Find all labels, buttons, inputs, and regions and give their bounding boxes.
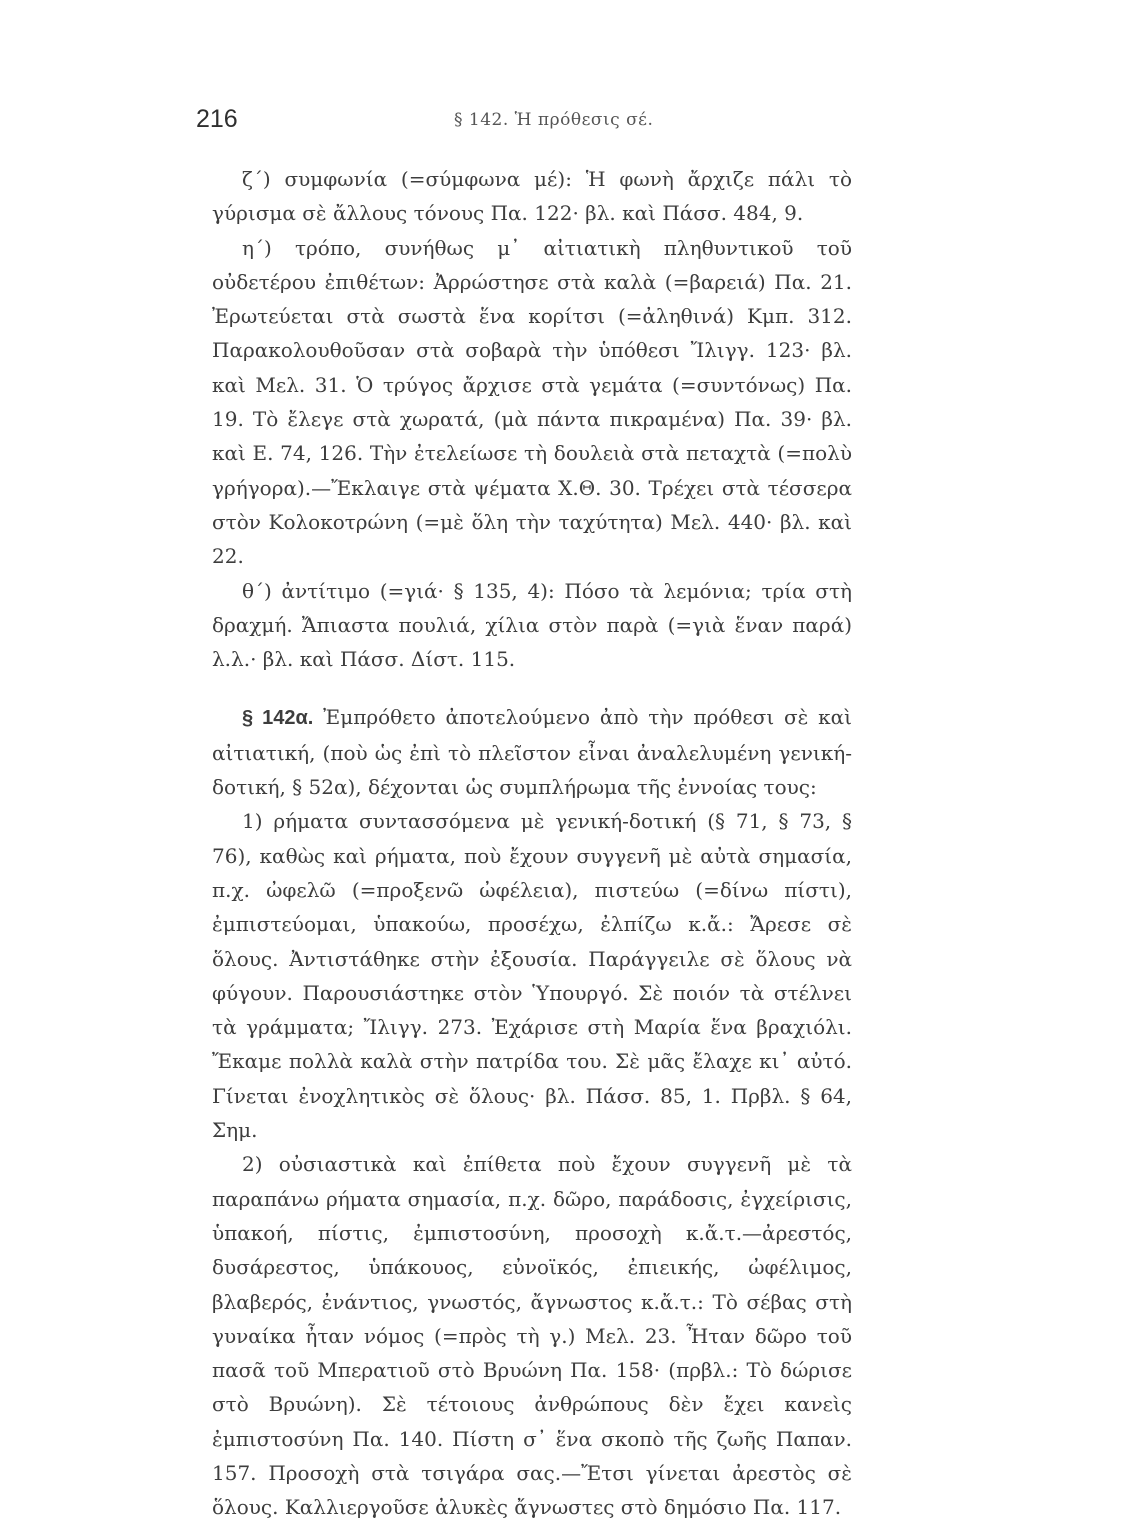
running-head-title: § 142. Ἡ πρόθεσις σέ. (454, 110, 654, 130)
section-142a-text: Ἐμπρόθετο ἀποτελούμενο ἀπὸ τὴν πρόθεσι σὲ καὶ αἰτιατική, (ποὺ ὡς ἐπὶ τὸ πλεῖστον εἶναι ἀναλελυμένη γενική-δοτική, § 52α), δέχονται ὡς συμπλήρωμα τῆς ἐννοίας τους: (212, 705, 852, 800)
paragraph-item-2: 2) οὐσιαστικὰ καὶ ἐπίθετα ποὺ ἔχουν συγγενῆ μὲ τὰ παραπάνω ρήματα σημασία, π.χ. δῶρο, παράδοσις, ἐγχείρισις, ὑπακοή, πίστις, ἐμπιστοσύνη, προσοχὴ κ.ἄ.τ.—ἀρεστός, δυσάρεστος, ὑπάκουος, εὐνοϊκός, ἐπιεικής, ὠφέλιμος, βλαβερός, ἐνάντιος, γνωστός, ἄγνωστος κ.ἄ.τ.: Τὸ σέβας στὴ γυναίκα ἦταν νόμος (=πρὸς τὴ γ.) Μελ. 23. Ἦταν δῶρο τοῦ πασᾶ τοῦ Μπερατιοῦ στὸ Βρυώνη Πα. 158· (πρβλ.: Τὸ δώρισε στὸ Βρυώνη). Σὲ τέτοιους ἀνθρώπους δὲν ἔχει κανεὶς ἐμπιστοσύνη Πα. 140. Πίστη σ᾽ ἕνα σκοπὸ τῆς ζωῆς Παπαν. 157. Προσοχὴ στὰ τσιγάρα σας.—Ἔτσι γίνεται ἀρεστὸς σὲ ὅλους. Καλλιεργοῦσε ἀλυκὲς ἄγνωστες στὸ δημόσιο Πα. 117. (212, 1152, 852, 1520)
paragraph-eta: η΄) τρόπο, συνήθως μ᾽ αἰτιατικὴ πληθυντικοῦ τοῦ οὐδετέρου ἐπιθέτων: Ἀρρώστησε στὰ καλὰ (=βαρειά) Πα. 21. Ἐρωτεύεται στὰ σωστὰ ἕνα κορίτσι (=ἀληθινά) Κμπ. 312. Παρακολουθοῦσαν στὰ σοβαρὰ τὴν ὑπόθεσι Ἴλιγγ. 123· βλ. καὶ Μελ. 31. Ὁ τρύγος ἄρχισε στὰ γεμάτα (=συντόνως) Πα. 19. Τὸ ἔλεγε στὰ χωρατά, (μὰ πάντα πικραμένα) Πα. 39· βλ. καὶ Ε. 74, 126. Τὴν ἐτελείωσε τὴ δουλειὰ στὰ πεταχτὰ (=πολὺ γρήγορα).—Ἔκλαιγε στὰ ψέματα Χ.Θ. 30. Τρέχει στὰ τέσσερα στὸν Κολοκοτρώνη (=μὲ ὅλη τὴν ταχύτητα) Μελ. 440· βλ. καὶ 22. (212, 235, 852, 569)
paragraph-zeta: ζ΄) συμφωνία (=σύμφωνα μέ): Ἡ φωνὴ ἄρχιζε πάλι τὸ γύρισμα σὲ ἄλλους τόνους Πα. 122· βλ. καὶ Πάσσ. 484, 9. (212, 167, 852, 226)
paragraph-item-1: 1) ρήματα συντασσόμενα μὲ γενική-δοτική (§ 71, § 73, § 76), καθὼς καὶ ρήματα, ποὺ ἔχουν συγγενῆ μὲ αὐτὰ σημασία, π.χ. ὠφελῶ (=προξενῶ ὠφέλεια), πιστεύω (=δίνω πίστι), ἐμπιστεύομαι, ὑπακούω, προσέχω, ἐλπίζω κ.ἄ.: Ἄρεσε σὲ ὅλους. Ἀντιστάθηκε στὴν ἐξουσία. Παράγγειλε σὲ ὅλους νὰ φύγουν. Παρουσιάστηκε στὸν Ὑπουργό. Σὲ ποιόν τὰ στέλνει τὰ γράμματα; Ἴλιγγ. 273. Ἐχάρισε στὴ Μαρία ἕνα βραχιόλι. Ἔκαμε πολλὰ καλὰ στὴν πατρίδα του. Σὲ μᾶς ἔλαχε κι᾽ αὐτό. Γίνεται ἐνοχλητικὸς σὲ ὅλους· βλ. Πάσσ. 85, 1. Πρβλ. § 64, Σημ. (212, 809, 852, 1143)
paragraph-theta: θ΄) ἀντίτιμο (=γιά· § 135, 4): Πόσο τὰ λεμόνια; τρία στὴ δραχμή. Ἄπιαστα πουλιά, χίλια στὸν παρὰ (=γιὰ ἕναν παρά) λ.λ.· βλ. καὶ Πάσσ. Δίστ. 115. (212, 578, 852, 672)
section-label: § 142α. (242, 707, 314, 730)
body-text (212, 162, 852, 1525)
paragraph-section-142a (212, 700, 852, 804)
running-head (196, 105, 856, 137)
page-number: 216 (196, 105, 238, 133)
